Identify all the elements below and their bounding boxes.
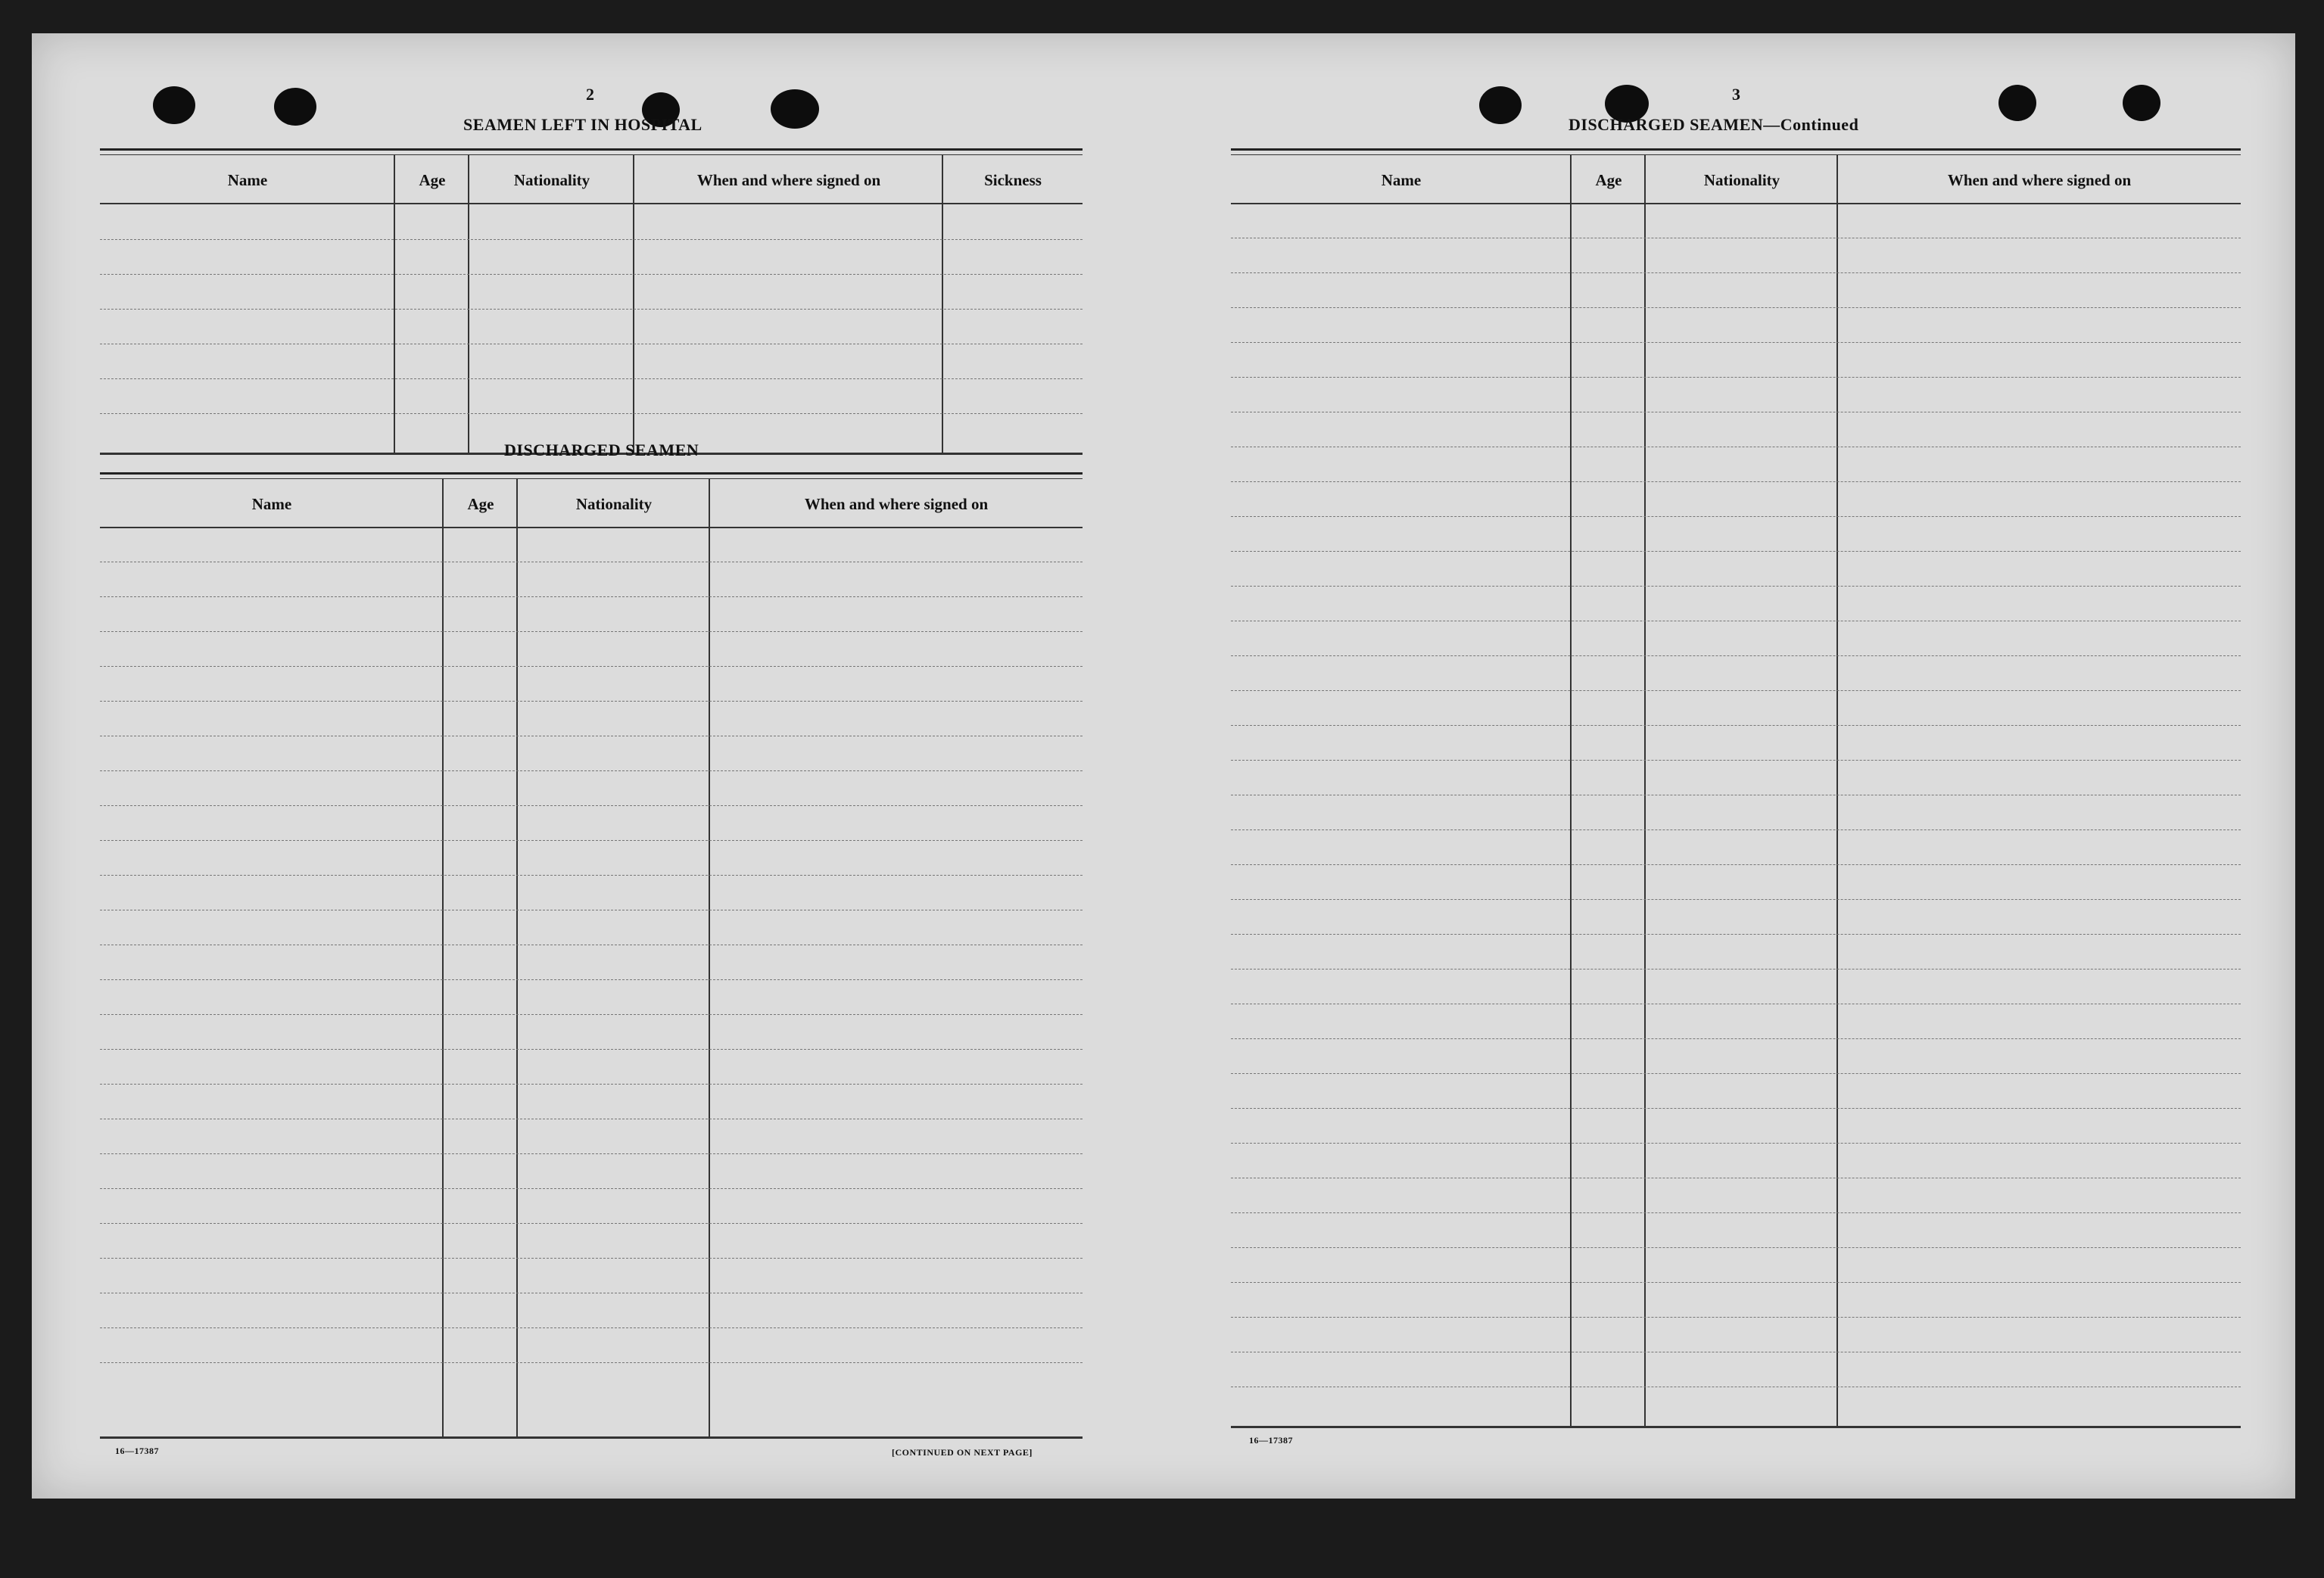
table-row — [1231, 342, 2241, 343]
table-row — [1231, 377, 2241, 378]
col-header-name: Name — [251, 495, 292, 513]
col-header-name: Name — [1381, 171, 1422, 189]
table-row — [100, 840, 1083, 841]
table-row — [1231, 690, 2241, 691]
col-header-name: Name — [227, 171, 268, 189]
table-row — [1231, 829, 2241, 830]
form-number-left: 16—17387 — [115, 1446, 159, 1456]
table-row — [1231, 934, 2241, 935]
hospital-table — [100, 148, 1083, 456]
table-row — [100, 413, 1083, 414]
table-row — [100, 701, 1083, 702]
col-header-sickness: Sickness — [984, 171, 1042, 189]
table-row — [100, 378, 1083, 379]
table-row — [1231, 272, 2241, 273]
punch-hole — [153, 86, 195, 124]
table-row — [100, 666, 1083, 667]
page-number-right: 3 — [1732, 85, 1740, 104]
document-sheet — [32, 33, 2295, 1499]
form-number-right: 16—17387 — [1249, 1435, 1293, 1446]
table-row — [1231, 969, 2241, 970]
col-header-age: Age — [467, 495, 494, 513]
table-row — [1231, 725, 2241, 726]
table-row — [100, 1188, 1083, 1189]
table-row — [100, 239, 1083, 240]
table-row — [1231, 760, 2241, 761]
col-header-signed-on: When and where signed on — [696, 171, 881, 189]
punch-hole — [771, 89, 819, 129]
table-row — [1231, 586, 2241, 587]
table-row — [100, 1049, 1083, 1050]
table-row — [100, 770, 1083, 771]
table-row — [100, 596, 1083, 597]
discharged-continued-title — [1569, 115, 1858, 135]
table-row — [1231, 1038, 2241, 1039]
col-header-nationality: Nationality — [513, 171, 590, 189]
table-row — [100, 805, 1083, 806]
table-row — [1231, 1108, 2241, 1109]
table-row — [1231, 899, 2241, 900]
table-row — [1231, 1073, 2241, 1074]
table-row — [1231, 1212, 2241, 1213]
table-row — [100, 1258, 1083, 1259]
discharged-continued-title-suffix: —Continued — [1763, 115, 1859, 134]
table-row — [100, 274, 1083, 275]
table-row — [100, 1153, 1083, 1154]
discharged-table — [100, 472, 1083, 1439]
col-header-age: Age — [419, 171, 446, 189]
col-header-age: Age — [1595, 171, 1622, 189]
punch-hole — [1998, 85, 2036, 121]
table-row — [100, 1223, 1083, 1224]
punch-hole — [2123, 85, 2160, 121]
table-row — [1231, 1317, 2241, 1318]
discharged-continued-table — [1231, 148, 2241, 1429]
punch-hole — [274, 88, 316, 126]
table-row — [1231, 1247, 2241, 1248]
table-row — [1231, 516, 2241, 517]
continued-note: [CONTINUED ON NEXT PAGE] — [892, 1447, 1033, 1458]
discharged-section-title: DISCHARGED SEAMEN — [504, 440, 699, 459]
table-row — [1231, 864, 2241, 865]
table-row — [100, 1084, 1083, 1085]
table-row — [1231, 655, 2241, 656]
col-header-nationality: Nationality — [1703, 171, 1780, 189]
table-row — [100, 1014, 1083, 1015]
table-row — [100, 875, 1083, 876]
punch-hole — [1479, 86, 1522, 124]
table-row — [100, 979, 1083, 980]
col-header-nationality: Nationality — [575, 495, 653, 513]
discharged-continued-title-main: DISCHARGED SEAMEN — [1569, 115, 1764, 134]
col-header-signed-on: When and where signed on — [804, 495, 989, 513]
table-row — [100, 1362, 1083, 1363]
hospital-section-title: SEAMEN LEFT IN HOSPITAL — [463, 115, 702, 134]
col-header-signed-on: When and where signed on — [1947, 171, 2132, 189]
page-number-left: 2 — [586, 85, 594, 104]
table-row — [1231, 551, 2241, 552]
table-row — [1231, 1282, 2241, 1283]
table-row — [1231, 307, 2241, 308]
table-row — [1231, 1143, 2241, 1144]
table-row — [1231, 481, 2241, 482]
table-row — [100, 1327, 1083, 1328]
table-row — [100, 309, 1083, 310]
table-row — [100, 631, 1083, 632]
